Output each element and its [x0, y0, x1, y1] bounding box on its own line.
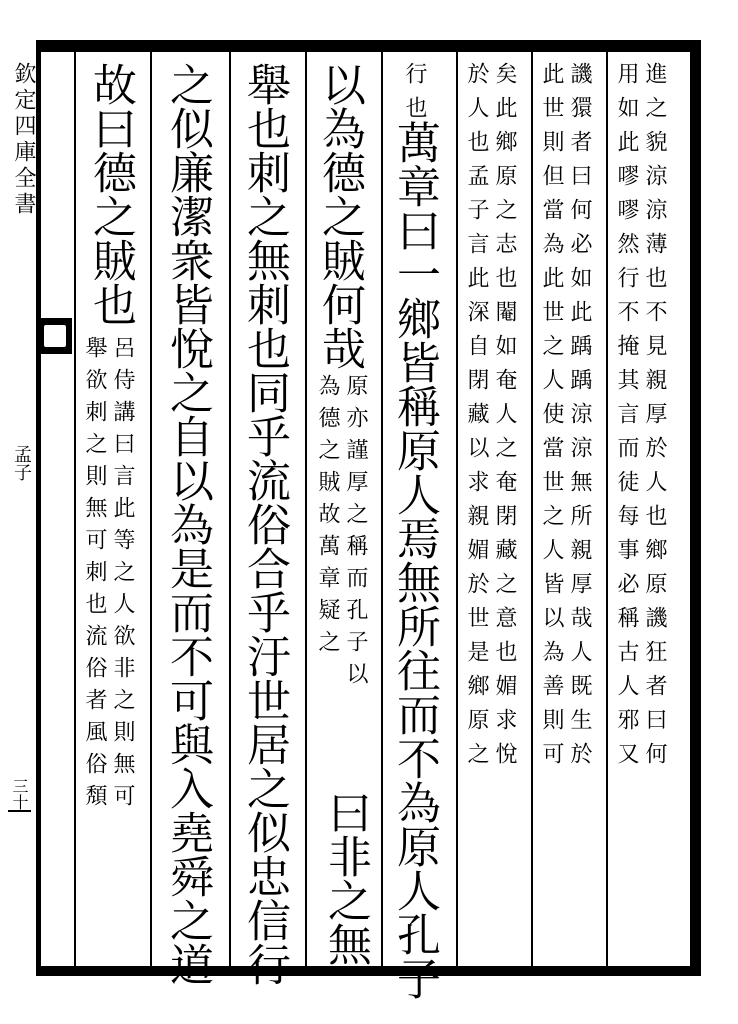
spine-border [36, 40, 41, 976]
commentary-line: 行也 [402, 62, 427, 130]
commentary-line: 原亦謹厚之稱而孔子以 [343, 374, 368, 694]
edge-page-number: 三十 [10, 778, 29, 810]
main-text-column [80, 62, 140, 326]
main-text-line: 舉也刺之無刺也同乎流俗合乎汙世居之似忠信行 [239, 62, 290, 986]
main-text-line: 之似廉潔衆皆悅之自以為是而不可與入堯舜之道 [162, 62, 213, 986]
column-rule [150, 52, 152, 966]
commentary-line: 矣此鄉原之志也閹如奄人之奄閉藏之意也媚求悅 [492, 62, 517, 776]
column-rule [381, 52, 383, 966]
commentary-line: 為德之賊故萬章疑之 [315, 374, 340, 662]
main-text-line: 故曰德之賊也 [85, 62, 136, 326]
commentary-column [612, 62, 668, 776]
column-rule [606, 52, 608, 966]
column-rule [229, 52, 231, 966]
column-rule [305, 52, 307, 966]
main-text-column [309, 62, 369, 694]
commentary-column [537, 62, 593, 776]
edge-section-label: 孟子 [11, 445, 32, 481]
page-border-bottom [36, 966, 701, 976]
main-text-line: 萬章曰一鄉皆稱原人焉無所往而不為原人孔子 [389, 120, 440, 1000]
main-text-column [384, 62, 444, 1000]
commentary-column [462, 62, 518, 776]
page-border-right [690, 40, 701, 975]
column-rule [74, 52, 76, 966]
commentary-line: 用如此嘐嘐然行不掩其言而徒每事必稱古人邪又 [614, 62, 639, 776]
commentary-line: 呂侍講曰言此等之人欲非之則無可 [110, 336, 135, 816]
commentary-line: 舉欲刺之則無可刺也流俗者風俗頽 [82, 336, 107, 816]
column-rule [531, 52, 533, 966]
main-text-line: 曰非之無 [320, 790, 371, 966]
commentary-block [309, 374, 369, 694]
commentary-block [80, 336, 136, 816]
column-rule [456, 52, 458, 966]
fish-tail-mark-inner [44, 325, 66, 347]
main-text-line: 以為德之賊何哉 [314, 62, 365, 370]
commentary-line: 於人也孟子言此深自閉藏以求親媚於世是鄉原之 [464, 62, 489, 776]
commentary-line: 進之貌涼涼薄也不見親厚於人也鄉原譏狂者曰何 [642, 62, 667, 776]
commentary-line: 此世則但當為此世之人使當世之人皆以為善則可 [539, 62, 564, 776]
page-border-top [36, 40, 701, 52]
commentary-line: 譏獧者曰何必如此踽踽涼涼無所親厚哉人既生於 [567, 62, 592, 776]
edge-book-title: 欽定四庫全書 [11, 62, 36, 218]
